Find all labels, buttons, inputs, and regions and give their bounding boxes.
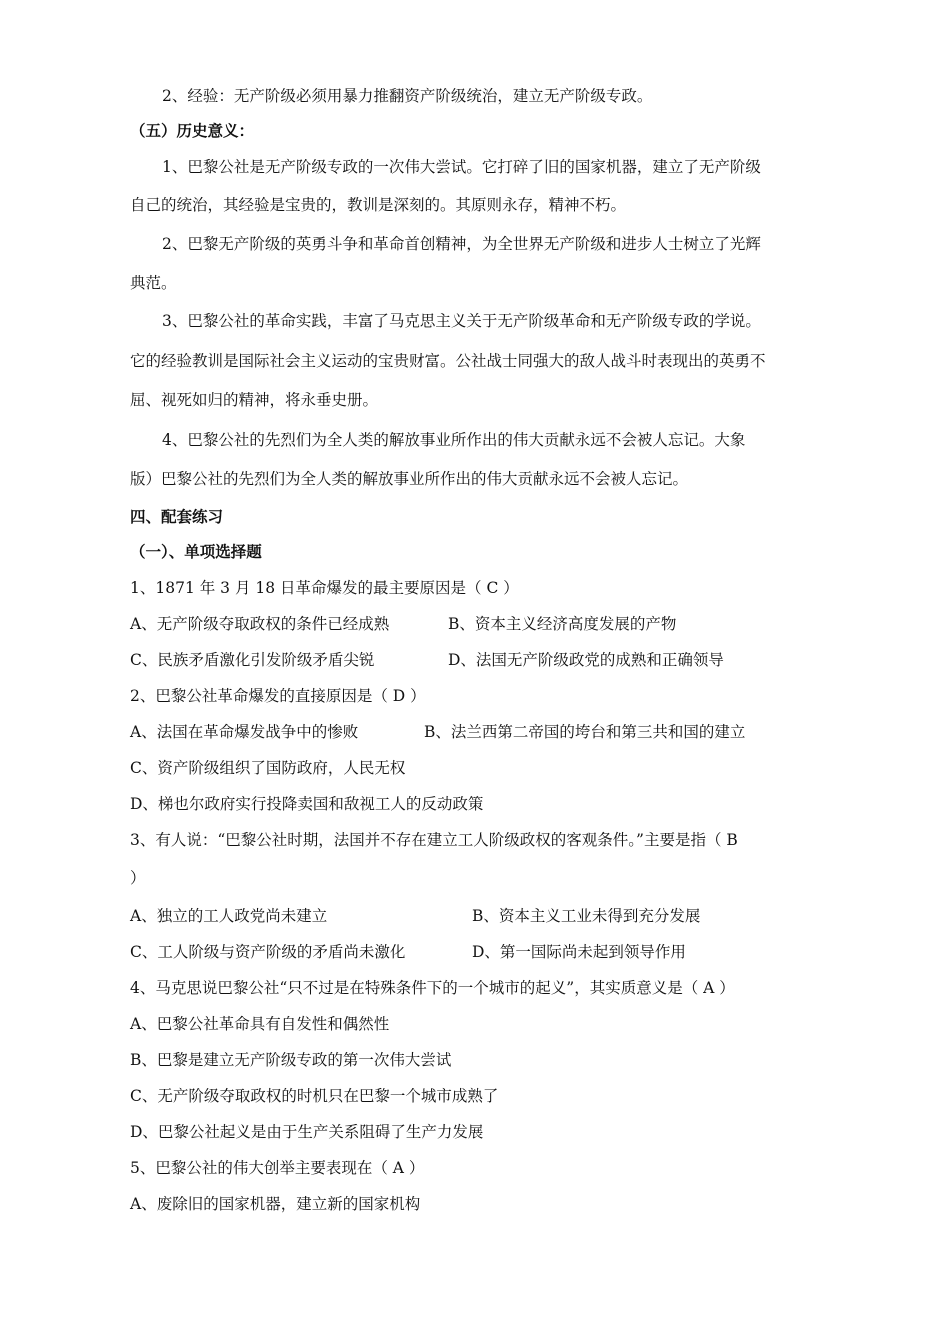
significance-p3-line2: 它的经验教训是国际社会主义运动的宝贵财富。公社战士同强大的敌人战斗时表现出的英勇不 xyxy=(130,352,766,370)
question-3-option-b: B、资本主义工业未得到充分发展 xyxy=(472,907,701,925)
significance-p2-line1: 2、巴黎无产阶级的英勇斗争和革命首创精神，为全世界无产阶级和进步人士树立了光辉 xyxy=(162,235,761,253)
question-3-stem-line2: ） xyxy=(130,869,146,887)
question-1-option-c: C、民族矛盾激化引发阶级矛盾尖锐 xyxy=(130,651,375,669)
significance-p1-line1: 1、巴黎公社是无产阶级专政的一次伟大尝试。它打碎了旧的国家机器，建立了无产阶级 xyxy=(162,158,761,176)
question-4-option-c: C、无产阶级夺取政权的时机只在巴黎一个城市成熟了 xyxy=(130,1087,499,1105)
question-2-option-b: B、法兰西第二帝国的垮台和第三共和国的建立 xyxy=(424,723,746,741)
significance-p3-line1: 3、巴黎公社的革命实践，丰富了马克思主义关于无产阶级革命和无产阶级专政的学说。 xyxy=(162,312,761,330)
experience-line: 2、经验：无产阶级必须用暴力推翻资产阶级统治，建立无产阶级专政。 xyxy=(162,87,653,105)
exercises-heading: 四、配套练习 xyxy=(130,508,224,526)
question-1-stem: 1、1871 年 3 月 18 日革命爆发的最主要原因是（ C ） xyxy=(130,579,519,597)
question-4-option-a: A、巴黎公社革命具有自发性和偶然性 xyxy=(130,1015,390,1033)
significance-p2-line2: 典范。 xyxy=(130,274,177,292)
significance-heading: （五）历史意义： xyxy=(130,122,255,140)
question-4-stem: 4、马克思说巴黎公社“只不过是在特殊条件下的一个城市的起义”，其实质意义是（ A ） xyxy=(130,979,735,997)
question-2-option-d: D、梯也尔政府实行投降卖国和敌视工人的反动政策 xyxy=(130,795,484,813)
significance-p4-line2: 版）巴黎公社的先烈们为全人类的解放事业所作出的伟大贡献永远不会被人忘记。 xyxy=(130,470,689,488)
question-5-option-a: A、废除旧的国家机器，建立新的国家机构 xyxy=(130,1195,421,1213)
significance-p1-line2: 自己的统治，其经验是宝贵的，教训是深刻的。其原则永存，精神不朽。 xyxy=(130,196,627,214)
significance-p3-line3: 屈、视死如归的精神，将永垂史册。 xyxy=(130,391,379,409)
question-3-option-c: C、工人阶级与资产阶级的矛盾尚未激化 xyxy=(130,943,406,961)
question-3-option-d: D、第一国际尚未起到领导作用 xyxy=(472,943,686,961)
question-4-option-d: D、巴黎公社起义是由于生产关系阻碍了生产力发展 xyxy=(130,1123,484,1141)
question-4-option-b: B、巴黎是建立无产阶级专政的第一次伟大尝试 xyxy=(130,1051,452,1069)
question-1-option-a: A、无产阶级夺取政权的条件已经成熟 xyxy=(130,615,390,633)
exercises-subheading: （一）、单项选择题 xyxy=(130,543,262,561)
question-1-option-b: B、资本主义经济高度发展的产物 xyxy=(448,615,677,633)
question-5-stem: 5、巴黎公社的伟大创举主要表现在（ A ） xyxy=(130,1159,425,1177)
question-3-stem-line1: 3、有人说：“巴黎公社时期，法国并不存在建立工人阶级政权的客观条件。”主要是指（ B xyxy=(130,831,738,849)
question-2-option-a: A、法国在革命爆发战争中的惨败 xyxy=(130,723,359,741)
significance-p4-line1: 4、巴黎公社的先烈们为全人类的解放事业所作出的伟大贡献永远不会被人忘记。大象 xyxy=(162,431,746,449)
question-1-option-d: D、法国无产阶级政党的成熟和正确领导 xyxy=(448,651,724,669)
question-3-option-a: A、独立的工人政党尚未建立 xyxy=(130,907,328,925)
question-2-stem: 2、巴黎公社革命爆发的直接原因是（ D ） xyxy=(130,687,426,705)
question-2-option-c: C、资产阶级组织了国防政府，人民无权 xyxy=(130,759,406,777)
